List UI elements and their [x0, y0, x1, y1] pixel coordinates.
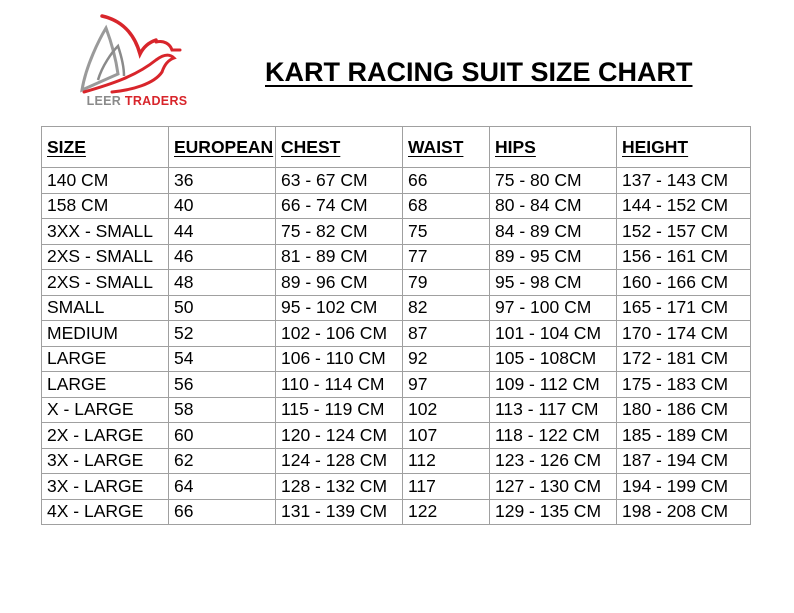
- bird-icon: [72, 10, 202, 95]
- table-row: [42, 219, 751, 245]
- cell-height: 194 - 199 CM: [617, 474, 751, 500]
- cell-european: 46: [169, 244, 276, 270]
- page-title: KART RACING SUIT SIZE CHART: [265, 57, 693, 87]
- cell-size: 140 CM: [42, 168, 169, 194]
- cell-european: 58: [169, 397, 276, 423]
- cell-european: 48: [169, 270, 276, 296]
- cell-waist: 68: [403, 193, 490, 219]
- cell-height: 180 - 186 CM: [617, 397, 751, 423]
- cell-chest: 124 - 128 CM: [276, 448, 403, 474]
- brand-name: [72, 94, 202, 108]
- cell-height: 165 - 171 CM: [617, 295, 751, 321]
- cell-european: 36: [169, 168, 276, 194]
- table-row: [42, 270, 751, 296]
- cell-waist: 82: [403, 295, 490, 321]
- cell-chest: 110 - 114 CM: [276, 372, 403, 398]
- table-row: [42, 448, 751, 474]
- cell-european: 52: [169, 321, 276, 347]
- cell-size: LARGE: [42, 346, 169, 372]
- cell-chest: 131 - 139 CM: [276, 499, 403, 525]
- cell-chest: 115 - 119 CM: [276, 397, 403, 423]
- cell-size: 3XX - SMALL: [42, 219, 169, 245]
- table-row: [42, 244, 751, 270]
- table-row: [42, 499, 751, 525]
- brand-name-part1: LEER: [86, 94, 122, 108]
- cell-size: MEDIUM: [42, 321, 169, 347]
- cell-height: 187 - 194 CM: [617, 448, 751, 474]
- cell-size: 2X - LARGE: [42, 423, 169, 449]
- table-row: [42, 193, 751, 219]
- table-row: [42, 346, 751, 372]
- cell-chest: 81 - 89 CM: [276, 244, 403, 270]
- cell-waist: 77: [403, 244, 490, 270]
- header-height: HEIGHT: [617, 127, 751, 168]
- cell-chest: 128 - 132 CM: [276, 474, 403, 500]
- cell-hips: 113 - 117 CM: [490, 397, 617, 423]
- table-body: [42, 168, 751, 525]
- cell-chest: 63 - 67 CM: [276, 168, 403, 194]
- brand-logo: [72, 10, 202, 115]
- cell-size: 158 CM: [42, 193, 169, 219]
- cell-waist: 92: [403, 346, 490, 372]
- cell-waist: 102: [403, 397, 490, 423]
- cell-hips: 84 - 89 CM: [490, 219, 617, 245]
- cell-size: 2XS - SMALL: [42, 244, 169, 270]
- cell-hips: 101 - 104 CM: [490, 321, 617, 347]
- table-row: [42, 397, 751, 423]
- cell-chest: 66 - 74 CM: [276, 193, 403, 219]
- cell-size: SMALL: [42, 295, 169, 321]
- cell-height: 175 - 183 CM: [617, 372, 751, 398]
- cell-chest: 75 - 82 CM: [276, 219, 403, 245]
- cell-height: 198 - 208 CM: [617, 499, 751, 525]
- cell-european: 56: [169, 372, 276, 398]
- cell-hips: 89 - 95 CM: [490, 244, 617, 270]
- cell-height: 185 - 189 CM: [617, 423, 751, 449]
- cell-waist: 117: [403, 474, 490, 500]
- cell-height: 144 - 152 CM: [617, 193, 751, 219]
- cell-waist: 79: [403, 270, 490, 296]
- cell-chest: 120 - 124 CM: [276, 423, 403, 449]
- cell-european: 64: [169, 474, 276, 500]
- table-row: [42, 423, 751, 449]
- header-size: SIZE: [42, 127, 169, 168]
- cell-size: 3X - LARGE: [42, 448, 169, 474]
- brand-name-part2: TRADERS: [124, 94, 188, 108]
- cell-waist: 87: [403, 321, 490, 347]
- cell-european: 60: [169, 423, 276, 449]
- cell-hips: 118 - 122 CM: [490, 423, 617, 449]
- cell-height: 170 - 174 CM: [617, 321, 751, 347]
- cell-european: 50: [169, 295, 276, 321]
- cell-european: 62: [169, 448, 276, 474]
- cell-size: LARGE: [42, 372, 169, 398]
- cell-hips: 75 - 80 CM: [490, 168, 617, 194]
- cell-european: 44: [169, 219, 276, 245]
- cell-hips: 80 - 84 CM: [490, 193, 617, 219]
- cell-size: 3X - LARGE: [42, 474, 169, 500]
- cell-chest: 89 - 96 CM: [276, 270, 403, 296]
- cell-hips: 105 - 108CM: [490, 346, 617, 372]
- cell-chest: 95 - 102 CM: [276, 295, 403, 321]
- size-chart-table: [41, 126, 751, 525]
- header-chest: CHEST: [276, 127, 403, 168]
- cell-size: 4X - LARGE: [42, 499, 169, 525]
- cell-european: 54: [169, 346, 276, 372]
- cell-height: 172 - 181 CM: [617, 346, 751, 372]
- cell-hips: 95 - 98 CM: [490, 270, 617, 296]
- cell-hips: 129 - 135 CM: [490, 499, 617, 525]
- cell-height: 137 - 143 CM: [617, 168, 751, 194]
- cell-height: 152 - 157 CM: [617, 219, 751, 245]
- cell-waist: 66: [403, 168, 490, 194]
- header-waist: WAIST: [403, 127, 490, 168]
- cell-waist: 107: [403, 423, 490, 449]
- cell-waist: 112: [403, 448, 490, 474]
- cell-hips: 109 - 112 CM: [490, 372, 617, 398]
- table-header-row: [42, 127, 751, 168]
- cell-height: 160 - 166 CM: [617, 270, 751, 296]
- cell-chest: 102 - 106 CM: [276, 321, 403, 347]
- cell-height: 156 - 161 CM: [617, 244, 751, 270]
- cell-hips: 123 - 126 CM: [490, 448, 617, 474]
- cell-waist: 97: [403, 372, 490, 398]
- table-row: [42, 168, 751, 194]
- cell-size: X - LARGE: [42, 397, 169, 423]
- cell-hips: 127 - 130 CM: [490, 474, 617, 500]
- cell-european: 66: [169, 499, 276, 525]
- table-row: [42, 474, 751, 500]
- table-row: [42, 295, 751, 321]
- table-row: [42, 321, 751, 347]
- table-row: [42, 372, 751, 398]
- cell-waist: 75: [403, 219, 490, 245]
- cell-european: 40: [169, 193, 276, 219]
- header-hips: HIPS: [490, 127, 617, 168]
- cell-hips: 97 - 100 CM: [490, 295, 617, 321]
- cell-chest: 106 - 110 CM: [276, 346, 403, 372]
- cell-waist: 122: [403, 499, 490, 525]
- cell-size: 2XS - SMALL: [42, 270, 169, 296]
- header-european: EUROPEAN: [169, 127, 276, 168]
